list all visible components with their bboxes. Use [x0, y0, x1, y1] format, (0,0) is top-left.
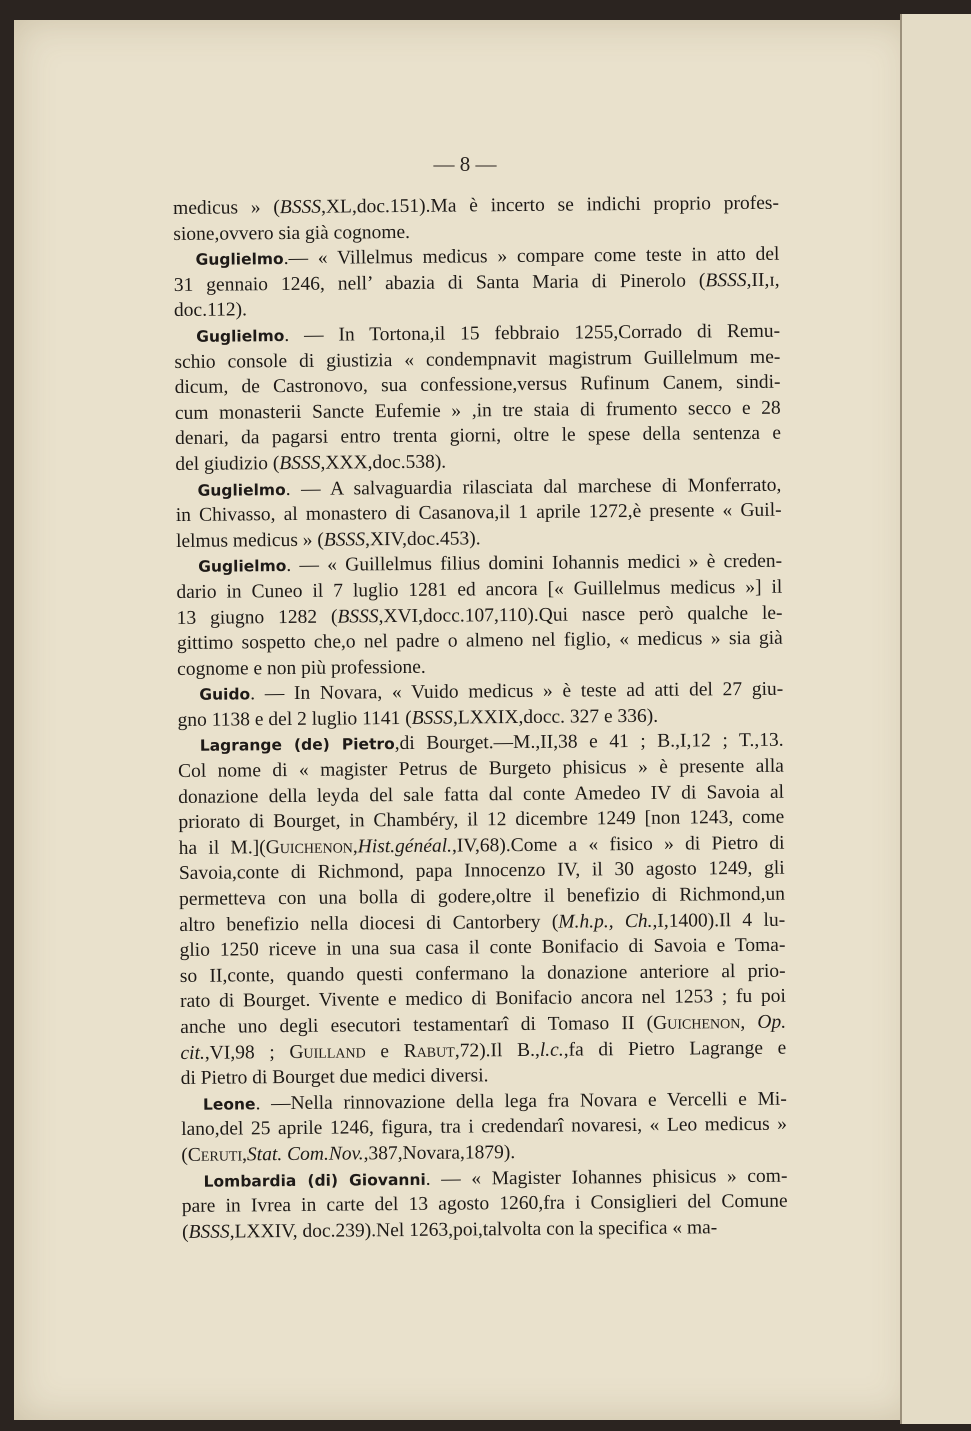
- italic-text: BSSS: [279, 196, 322, 219]
- text-span: gittimo sospetto che,o nel padre o almeno nel figlio, « medicus » sia già: [176, 627, 783, 655]
- text-span: ,XXX,doc.538).: [320, 451, 447, 474]
- text-span: . — « Magister Iohannes phisicus » com-: [425, 1165, 788, 1190]
- text-span: ,72).Il B.,: [454, 1039, 540, 1062]
- text-line: [181, 1112, 787, 1143]
- text-span: medicus » (: [173, 197, 280, 219]
- text-span: ,fa di Pietro Lagrange e: [563, 1037, 787, 1061]
- italic-text: Op.: [757, 1011, 787, 1033]
- italic-text: BSSS: [279, 452, 321, 475]
- text-span: ,di Bourget.—M.,II,38 e 41 ; B.,I,12 ; T.,13.: [394, 730, 784, 755]
- text-span: ha il M.](: [178, 837, 266, 859]
- entry-name: Guglielmo: [198, 557, 287, 577]
- text-line: [177, 626, 783, 657]
- text-span: 13 giugno 1282 (: [176, 606, 338, 629]
- text-span: ,LXXIV, doc.239).Nel 1263,poi,talvolta con la specifica « ma-: [229, 1217, 718, 1243]
- italic-text: BSSS: [705, 269, 747, 292]
- text-span: ,LXXIX,docc. 327 e 336).: [452, 705, 659, 729]
- text-span: ,XL,doc.151).Ma è incerto se indichi proprio profes-: [320, 192, 780, 218]
- page-number: — 8 —: [433, 152, 497, 176]
- text-line: [173, 191, 779, 222]
- text-span: ,: [740, 1011, 758, 1034]
- next-page-edge: [900, 14, 971, 1424]
- text-span: ,II,ɪ,: [746, 269, 780, 291]
- text-span: donazione della leyda del sale fatta dal conte Amedeo IV di Savoia al: [178, 781, 785, 808]
- author-name: Guichenon: [653, 1012, 741, 1034]
- text-span: denari, da pagarsi entro trenta giorni, oltre le spese della sentenza e: [175, 423, 782, 450]
- text-span: . — « Guillelmus filius domini Iohannis medici » è creden-: [286, 551, 783, 577]
- text-span: ,VI,98 ;: [204, 1041, 290, 1064]
- text-span: ,I,1400).Il 4 lu-: [652, 909, 786, 932]
- text-span: ,XIV,doc.453).: [364, 528, 481, 551]
- text-span: sione,ovvero sia già cognome.: [173, 221, 411, 245]
- entry-name: Guido: [199, 685, 251, 705]
- text-line: [176, 498, 782, 529]
- text-span: .— « Villelmus medicus » compare come teste in atto del: [283, 243, 780, 270]
- text-span: dario in Cuneo il 7 luglio 1281 ed ancora [« Guillelmus medicus »] il: [176, 576, 783, 603]
- text-span: permetteva con una bolla di godere,oltre il benefizio di Richmond,un: [179, 883, 786, 911]
- text-span: (: [181, 1144, 188, 1166]
- italic-text: BSSS: [411, 707, 453, 729]
- text-span: pare in Ivrea in carte del 13 agosto 1260,fra i Consiglieri del Comune: [181, 1190, 788, 1218]
- text-span: gno 1138 e del 2 luglio 1141 (: [177, 707, 412, 731]
- page-text: [173, 191, 788, 1246]
- author-name: Ceruti: [187, 1144, 243, 1166]
- text-span: cum monasterii Sancte Eufemie » ,in tre staia di frumento secco e 28: [174, 397, 781, 424]
- entry-name: Lagrange (de) Pietro: [199, 735, 395, 756]
- text-span: . — In Novara, « Vuido medicus » è teste ad atti del 27 giu-: [250, 678, 784, 705]
- text-line: [182, 1214, 788, 1245]
- italic-text: BSSS: [323, 529, 366, 551]
- text-span: Col nome di « magister Petrus de Burgeto phisicus » è presente alla: [177, 755, 784, 783]
- text-line: [177, 677, 783, 708]
- italic-text: BSSS: [337, 605, 379, 628]
- text-span: Savoia,conte di Richmond, papa Innocenzo IV, il 30 agosto 1249, gli: [178, 858, 785, 885]
- text-span: ,XVI,docc.107,110).Qui nasce però qualche le-: [378, 602, 783, 627]
- text-span: schio console di giustizia « condempnavit magistrum Guillelmum me-: [174, 346, 781, 373]
- entry-name: Leone: [202, 1095, 256, 1114]
- text-span: ,: [352, 836, 358, 858]
- text-span: lelmus medicus » (: [175, 529, 324, 552]
- italic-text: cit.: [180, 1042, 205, 1064]
- text-span: e: [365, 1040, 404, 1062]
- text-span: lano,del 25 aprile 1246, figura, tra i credendarî novaresi, « Leo medicus »: [181, 1114, 788, 1141]
- entry-name: Guglielmo: [197, 480, 286, 500]
- entry-name: Lombardia (di) Giovanni: [203, 1170, 426, 1191]
- author-name: Guilland: [289, 1040, 366, 1063]
- text-span: . — In Tortona,il 15 febbraio 1255,Corrado di Remu-: [284, 320, 781, 347]
- text-span: doc.112).: [173, 299, 248, 322]
- text-span: dicum, de Castronovo, sua confessione,versus Rufinum Canem, sindi-: [174, 371, 781, 399]
- text-span: 31 gennaio 1246, nell’ abazia di Santa Maria di Pinerolo (: [173, 270, 706, 296]
- text-span: (: [181, 1221, 189, 1243]
- author-name: Guichenon: [265, 836, 353, 859]
- author-name: Rabut: [403, 1040, 455, 1062]
- text-span: cognome e non più professione.: [177, 656, 426, 680]
- text-span: altro benefizio nella diocesi di Cantorbery (: [179, 911, 559, 936]
- entry-name: Guglielmo: [195, 250, 284, 269]
- italic-text: BSSS: [188, 1221, 230, 1243]
- text-span: so II,conte, quando questi confermano la donazione anteriore al prio-: [179, 960, 786, 987]
- text-span: in Chivasso, al monastero di Casanova,il 1 aprile 1272,è presente « Guil-: [175, 499, 782, 527]
- text-span: di Pietro di Bourget due medici diversi.: [180, 1065, 489, 1090]
- text-span: anche uno degli esecutori testamentarî di Tomaso II (: [180, 1012, 654, 1038]
- italic-text: Stat. Com.Nov.: [246, 1143, 364, 1166]
- text-span: priorato di Bourget, in Chambéry, il 12 dicembre 1249 [non 1243, come: [178, 806, 785, 834]
- italic-text: M.h.p., Ch.: [558, 910, 653, 933]
- text-span: ,387,Novara,1879).: [363, 1142, 516, 1165]
- text-span: . — A salvaguardia rilasciata dal marchese di Monferrato,: [285, 474, 782, 500]
- italic-text: l.c.: [539, 1039, 564, 1061]
- text-span: rato di Bourget. Vivente e medico di Bonifacio ancora nel 1253 ; fu poi: [179, 986, 786, 1013]
- text-span: glio 1250 riceve in una sua casa il conte Bonifacio di Savoia e Toma-: [179, 934, 786, 962]
- italic-text: Hist.généal.: [357, 835, 453, 858]
- text-span: ,: [242, 1144, 248, 1166]
- text-span: ,IV,68).Come a « fisico » di Pietro di: [451, 832, 785, 857]
- text-span: . —Nella rinnovazione della lega fra Novara e Vercelli e Mi-: [255, 1088, 787, 1115]
- entry-name: Guglielmo: [196, 327, 285, 346]
- text-line: [175, 421, 781, 452]
- text-span: del giudizio (: [175, 453, 280, 475]
